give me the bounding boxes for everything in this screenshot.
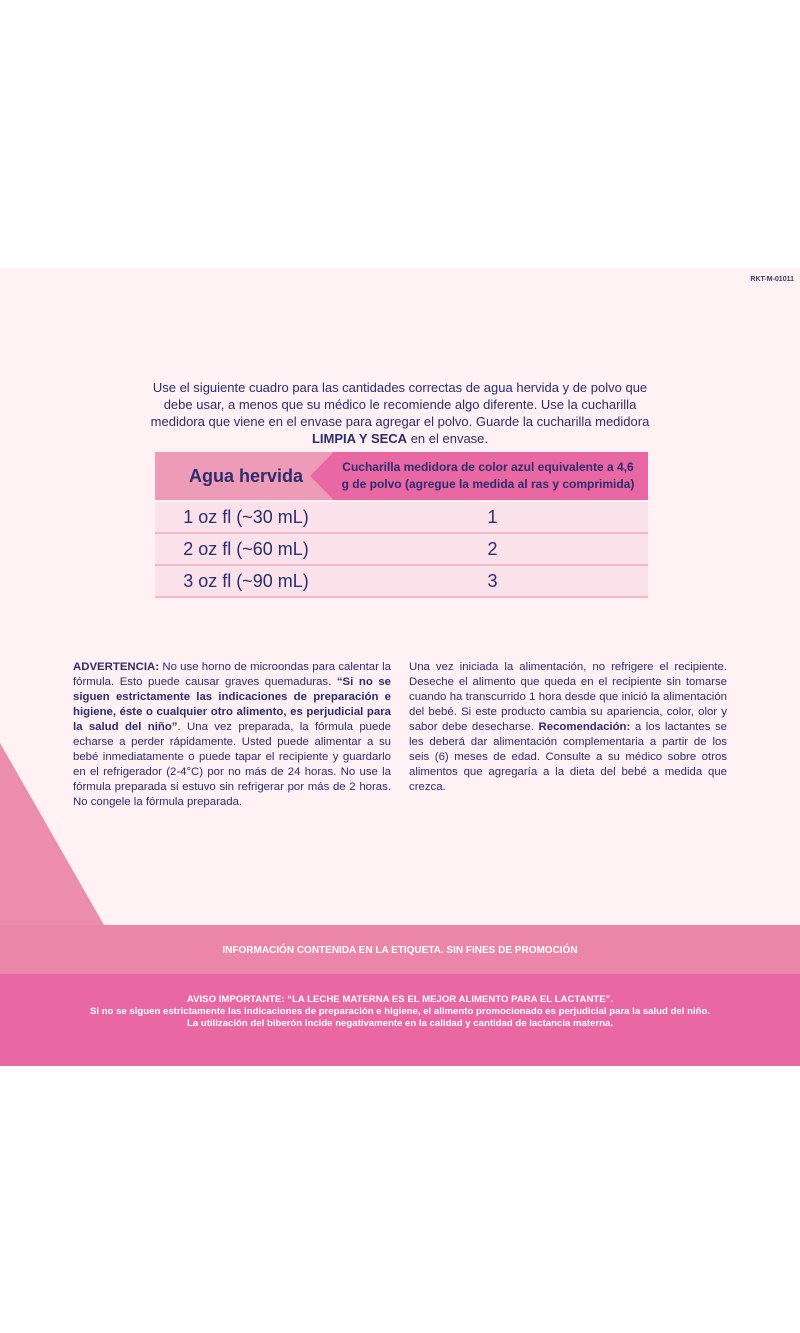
warning-label: ADVERTENCIA: bbox=[73, 661, 160, 673]
intro-text-a: Use el siguiente cuadro para las cantidades correctas de agua hervida y de polvo que debe usar, a menos que su médico le recomiende algo diferente. Use la cucharilla medidora que viene en el envase para agregar el polvo. Guarde la cucharilla medidora bbox=[150, 380, 650, 429]
table-row bbox=[155, 534, 648, 566]
intro-bold: LIMPIA Y SECA bbox=[311, 431, 408, 446]
header-scoop: Cucharilla medidora de color azul equivalente a 4,6 g de polvo (agregue la medida al ras y comprimida) bbox=[341, 460, 635, 491]
label-panel bbox=[0, 268, 800, 1066]
recommendation-label: Recomendación: bbox=[538, 721, 631, 733]
warning-text-b: . Una vez preparada, la fórmula puede echarse a perder rápidamente. Usted puede alimentar a su bebé inmediatamente o puede tapar el recipiente y guardarlo en el refrigerador (2-4°C) por no más de 24 horas. No use la fórmula preparada si estuvo sin refrigerar por más de 2 horas. No congele la fórmula preparada. bbox=[73, 721, 391, 808]
warning-bold: “Si no se siguen estrictamente las indicaciones de preparación e higiene, éste o cualquier otro alimento, es perjudicial para la salud del niño” bbox=[73, 676, 392, 733]
header-water: Agua hervida bbox=[188, 466, 304, 486]
important-notice-band bbox=[0, 974, 800, 1066]
warning-paragraph bbox=[73, 660, 391, 810]
warning-text-a: No use horno de microondas para calentar la fórmula. Esto puede causar graves quemaduras. bbox=[73, 661, 391, 688]
notice-line-2: Si no se siguen estrictamente las indicaciones de preparación e higiene, el alimento promocionado es perjudicial para la salud del niño. bbox=[89, 1006, 711, 1017]
intro-paragraph bbox=[140, 379, 660, 447]
feeding-text-a: Una vez iniciada la alimentación, no refrigere el recipiente. Deseche el alimento que queda en el recipiente sin tomarse cuando ha transcurrido 1 hora desde que inició la alimentación del bebé. Si este producto cambia su apariencia, color, olor y sabor debe desecharse. bbox=[409, 661, 727, 733]
info-band bbox=[0, 925, 800, 974]
water-cell: 1 oz fl (~30 mL) bbox=[183, 507, 309, 527]
scoops-cell: 1 bbox=[487, 507, 498, 527]
water-cell: 2 oz fl (~60 mL) bbox=[183, 539, 309, 559]
feeding-paragraph bbox=[409, 660, 727, 795]
product-code: RKT-M-01011 bbox=[750, 276, 794, 283]
info-band-text: INFORMACIÓN CONTENIDA EN LA ETIQUETA. SIN FINES DE PROMOCIÓN bbox=[222, 945, 578, 956]
scoops-cell: 3 bbox=[487, 571, 498, 591]
table-row bbox=[155, 566, 648, 598]
intro-text-b: en el envase. bbox=[407, 431, 489, 446]
water-cell: 3 oz fl (~90 mL) bbox=[183, 571, 309, 591]
table-header bbox=[155, 452, 648, 500]
important-notice bbox=[0, 994, 800, 1030]
notice-line-1: AVISO IMPORTANTE: “LA LECHE MATERNA ES EL MEJOR ALIMENTO PARA EL LACTANTE”. bbox=[186, 994, 614, 1005]
preparation-table bbox=[155, 452, 648, 597]
scoops-cell: 2 bbox=[487, 539, 498, 559]
notice-line-3: La utilización del biberón incide negativamente en la calidad y cantidad de lactancia materna. bbox=[187, 1018, 613, 1029]
feeding-text-b: a los lactantes se les deberá dar alimentación complementaria a partir de los seis (6) meses de edad. Consulte a su médico sobre otros alimentos que agregaría a la dieta del bebé a medida que crezca. bbox=[409, 721, 727, 793]
table-row bbox=[155, 502, 648, 534]
